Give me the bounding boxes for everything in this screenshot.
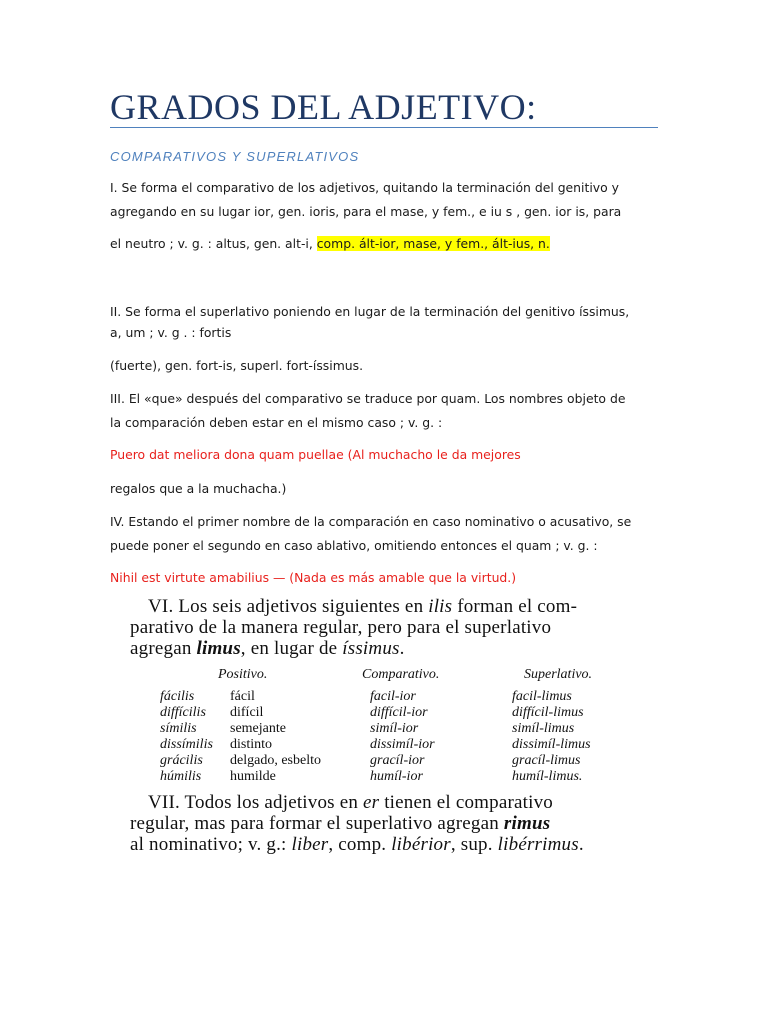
table-row bbox=[0, 753, 768, 769]
column-header-positivo: Positivo. bbox=[218, 667, 268, 682]
paragraph-ii-line-1: II. Se forma el superlativo poniendo en lugar de la terminación del genitivo íssimus, bbox=[110, 304, 630, 319]
section-vi-line-1 bbox=[148, 596, 688, 618]
spanish-meaning: semejante bbox=[230, 721, 286, 736]
paragraph-ii-line-2: a, um ; v. g . : fortis bbox=[110, 325, 232, 340]
text-segment: VI. Los seis adjetivos siguientes en bbox=[148, 596, 429, 617]
paragraph-iii-line-1: III. El «que» después del comparativo se traduce por quam. Los nombres objeto de bbox=[110, 391, 626, 406]
superlative-form: simíl-limus bbox=[512, 721, 575, 736]
comparative-form: simíl-ior bbox=[370, 721, 419, 736]
section-vii-line-3 bbox=[130, 834, 670, 856]
paragraph-ii-continuation: (fuerte), gen. fort-is, superl. fort-íssimus. bbox=[110, 358, 364, 373]
paragraph-i-line-2: agregando en su lugar ior, gen. ioris, para el mase, y fem., e iu s , gen. ior is, para bbox=[110, 204, 622, 219]
latin-positive: símilis bbox=[160, 721, 197, 736]
section-vi-line-3 bbox=[130, 638, 670, 660]
superlative-form: dissimíl-limus bbox=[512, 737, 591, 752]
text-segment: , sup. bbox=[450, 834, 498, 855]
column-header-comparativo: Comparativo. bbox=[362, 667, 440, 682]
text-segment: al nominativo; v. g.: bbox=[130, 834, 292, 855]
text-segment: . bbox=[399, 638, 405, 659]
text-segment: forman el com- bbox=[452, 596, 578, 617]
page-title: GRADOS DEL ADJETIVO: bbox=[110, 87, 537, 127]
italic-term: libérior bbox=[391, 834, 451, 855]
text-segment: . bbox=[578, 834, 584, 855]
spanish-meaning: humilde bbox=[230, 769, 276, 784]
latin-positive: fácilis bbox=[160, 689, 195, 704]
table-row bbox=[0, 769, 768, 785]
paragraph-i-line-1: I. Se forma el comparativo de los adjetivos, quitando la terminación del genitivo y bbox=[110, 180, 619, 195]
spanish-meaning: distinto bbox=[230, 737, 273, 752]
table-row bbox=[0, 705, 768, 721]
example-latin-1: Puero dat meliora dona quam puellae (Al muchacho le da mejores bbox=[110, 447, 521, 462]
paragraph-iv-line-2: puede poner el segundo en caso ablativo, omitiendo entonces el quam ; v. g. : bbox=[110, 538, 598, 553]
comparative-form: facil-ior bbox=[370, 689, 416, 704]
text-segment: VII. Todos los adjetivos en bbox=[148, 792, 364, 813]
comparative-form: gracíl-ior bbox=[370, 753, 425, 768]
spanish-meaning: difícil bbox=[230, 705, 264, 720]
table-row bbox=[0, 721, 768, 737]
highlighted-text: comp. ált-ior, mase, y fem., ált-ius, n. bbox=[316, 236, 550, 251]
latin-positive: dissímilis bbox=[160, 737, 213, 752]
superlative-form: gracíl-limus bbox=[512, 753, 581, 768]
text-segment: tienen el comparativo bbox=[379, 792, 553, 813]
italic-term: íssimus bbox=[342, 638, 400, 659]
italic-term: ilis bbox=[428, 596, 453, 617]
section-vi-line-2: parativo de la manera regular, pero para el superlativo bbox=[130, 617, 552, 638]
latin-positive: grácilis bbox=[160, 753, 203, 768]
section-vii-line-2 bbox=[130, 813, 670, 835]
paragraph-iii-line-2: la comparación deben estar en el mismo caso ; v. g. : bbox=[110, 415, 443, 430]
section-vii-line-1 bbox=[148, 792, 688, 814]
table-row bbox=[0, 737, 768, 753]
spanish-meaning: delgado, esbelto bbox=[230, 753, 321, 768]
comparative-form: diffícil-ior bbox=[370, 705, 428, 720]
italic-term: er bbox=[363, 792, 380, 813]
bold-term: limus bbox=[196, 638, 241, 659]
comparative-form: humíl-ior bbox=[370, 769, 423, 784]
text-segment: , en lugar de bbox=[240, 638, 343, 659]
paragraph-i-line-3 bbox=[110, 236, 670, 251]
latin-positive: diffícilis bbox=[160, 705, 206, 720]
text-segment: regular, mas para formar el superlativo agregan bbox=[130, 813, 504, 834]
text-segment: agregan bbox=[130, 638, 197, 659]
table-row bbox=[0, 689, 768, 705]
column-header-superlativo: Superlativo. bbox=[524, 667, 593, 682]
latin-positive: húmilis bbox=[160, 769, 202, 784]
example-latin-2: Nihil est virtute amabilius — (Nada es más amable que la virtud.) bbox=[110, 570, 517, 585]
superlative-form: humíl-limus. bbox=[512, 769, 583, 784]
title-underline bbox=[110, 127, 658, 128]
text-segment: , comp. bbox=[328, 834, 392, 855]
paragraph-iv-line-1: IV. Estando el primer nombre de la comparación en caso nominativo o acusativo, se bbox=[110, 514, 632, 529]
superlative-form: diffícil-limus bbox=[512, 705, 584, 720]
superlative-form: facil-limus bbox=[512, 689, 572, 704]
spanish-meaning: fácil bbox=[230, 689, 255, 704]
italic-term: libérrimus bbox=[497, 834, 579, 855]
italic-term: liber bbox=[291, 834, 329, 855]
comparative-form: dissimíl-ior bbox=[370, 737, 435, 752]
bold-term: rimus bbox=[503, 813, 551, 834]
example-translation-continuation: regalos que a la muchacha.) bbox=[110, 481, 287, 496]
page-subtitle: COMPARATIVOS Y SUPERLATIVOS bbox=[110, 149, 360, 164]
paragraph-i-plain-text: el neutro ; v. g. : altus, gen. alt-i, bbox=[110, 236, 317, 251]
